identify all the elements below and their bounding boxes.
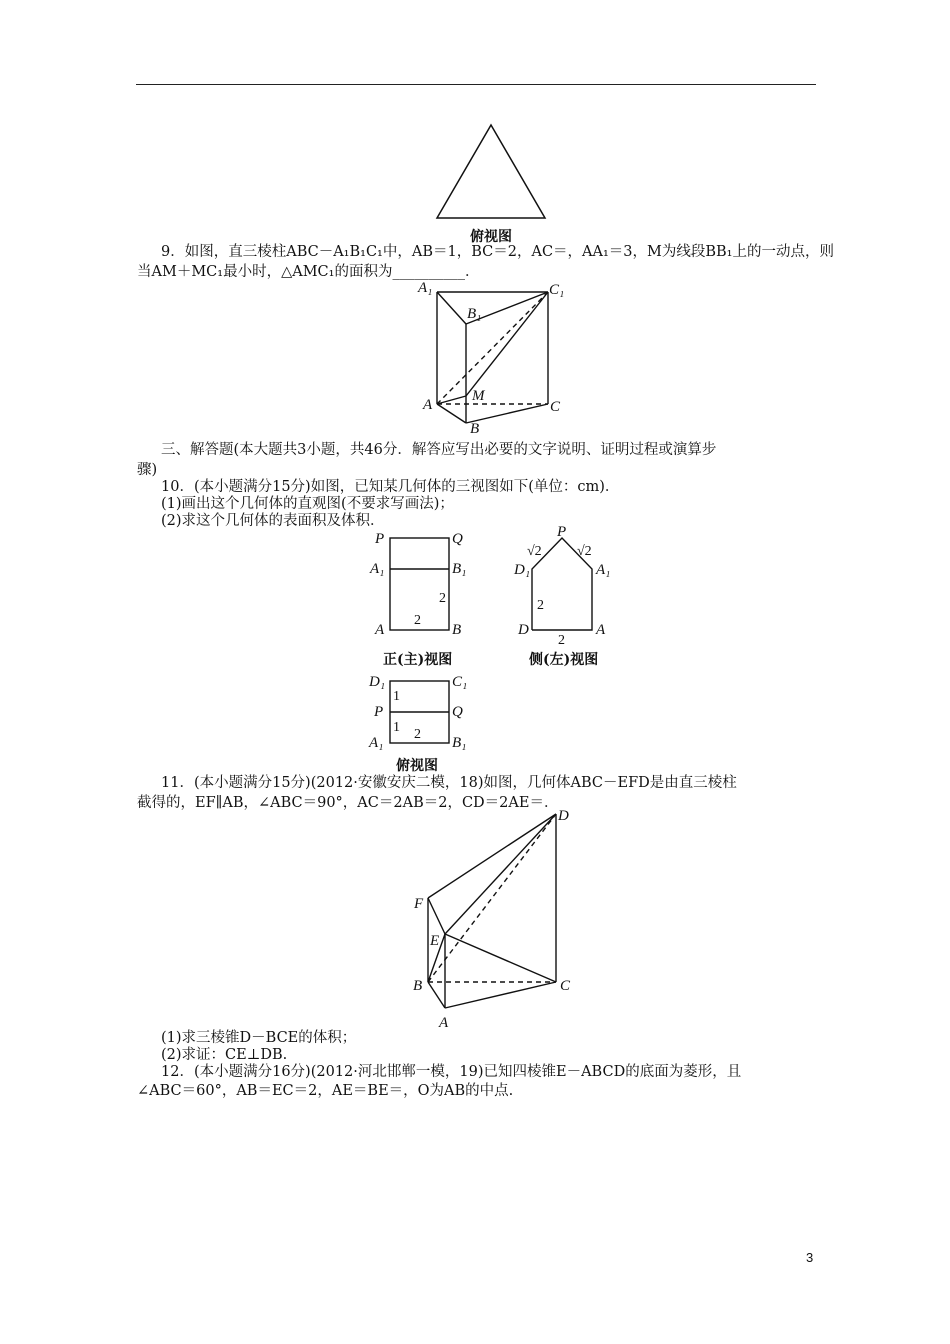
prism-label-b1: B₁ (467, 306, 482, 322)
section3-line1: 三、解答题(本大题共3小题，共46分．解答应写出必要的文字说明、证明过程或演算步 (161, 442, 717, 458)
top2-label-c1: C₁ (452, 674, 468, 690)
q9-line2: 当AM＋MC₁最小时，△AMC₁的面积为__________． (137, 264, 480, 280)
top2-label-d1: D₁ (369, 674, 386, 690)
q9-line1: 9．如图，直三棱柱ABC－A₁B₁C₁中，AB＝1，BC＝2，AC＝，AA₁＝3，M为线段BB₁上的一动点，则 (161, 244, 834, 260)
top-view2-caption: 俯视图 (396, 758, 438, 774)
top2-label-a1: A₁ (369, 735, 384, 751)
top2-dim-bottom: 2 (414, 727, 421, 742)
front-label-b: B (452, 622, 462, 638)
prism-figure (437, 292, 548, 423)
solid-label-b: B (413, 978, 423, 994)
prism-label-a: A (423, 397, 433, 413)
side-sqrt-right: √2 (577, 544, 592, 559)
solid-label-c: C (560, 978, 571, 994)
top-view-caption: 俯视图 (470, 229, 512, 245)
section3-line2: 骤) (137, 462, 158, 478)
prism-label-b: B (470, 421, 480, 437)
side-label-a: A (596, 622, 606, 638)
top2-dim-upper: 1 (393, 689, 400, 704)
side-label-p: P (557, 524, 567, 540)
top-view-triangle (437, 125, 545, 218)
q10-line1: 10．(本小题满分15分)如图，已知某几何体的三视图如下(单位：cm)． (161, 479, 620, 495)
q11-sub1: (1)求三棱锥D－BCE的体积； (161, 1030, 357, 1046)
solid-label-d: D (558, 808, 569, 824)
q10-line3: (2)求这个几何体的表面积及体积． (161, 513, 385, 529)
side-label-d: D (518, 622, 529, 638)
front-label-a: A (375, 622, 385, 638)
side-dim-bottom: 2 (558, 633, 565, 648)
prism-label-a1: A₁ (418, 280, 433, 296)
q11-sub2: (2)求证：CE⊥DB. (161, 1047, 288, 1063)
side-dim-left: 2 (537, 598, 544, 613)
prism-label-m: M (472, 388, 485, 404)
front-view-caption: 正(主)视图 (383, 652, 453, 668)
prism-label-c1: C₁ (549, 282, 565, 298)
q12-line2: ∠ABC＝60°，AB＝EC＝2，AE＝BE＝，O为AB的中点. (137, 1083, 514, 1099)
side-sqrt-left: √2 (527, 544, 542, 559)
page-number: 3 (806, 1250, 814, 1265)
front-label-b1: B₁ (452, 561, 467, 577)
front-dim-right: 2 (439, 591, 446, 606)
prism-label-c: C (550, 399, 561, 415)
front-label-q: Q (452, 531, 463, 547)
top2-dim-lower: 1 (393, 720, 400, 735)
solid-label-f: F (414, 896, 424, 912)
q11-line2: 截得的，EF∥AB，∠ABC＝90°，AC＝2AB＝2，CD＝2AE＝． (137, 795, 559, 811)
top2-label-q: Q (452, 704, 463, 720)
solid-label-e: E (430, 933, 440, 949)
side-label-d1: D₁ (514, 562, 531, 578)
front-label-p: P (375, 531, 385, 547)
front-label-a1: A₁ (370, 561, 385, 577)
top2-label-b1: B₁ (452, 735, 467, 751)
top2-label-p: P (374, 704, 384, 720)
q12-line1: 12．(本小题满分16分)(2012·河北邯郸一模，19)已知四棱锥E－ABCD的底面为菱形，且 (161, 1064, 742, 1080)
solid-figure (428, 814, 556, 1008)
front-dim-bottom: 2 (414, 613, 421, 628)
q10-line2: (1)画出这个几何体的直观图(不要求写画法)； (161, 496, 454, 512)
side-view-caption: 侧(左)视图 (529, 652, 599, 668)
side-label-a1: A₁ (596, 562, 611, 578)
q11-line1: 11．(本小题满分15分)(2012·安徽安庆二模，18)如图，几何体ABC－EFD是由直三棱柱 (161, 775, 737, 791)
solid-label-a: A (439, 1015, 449, 1031)
